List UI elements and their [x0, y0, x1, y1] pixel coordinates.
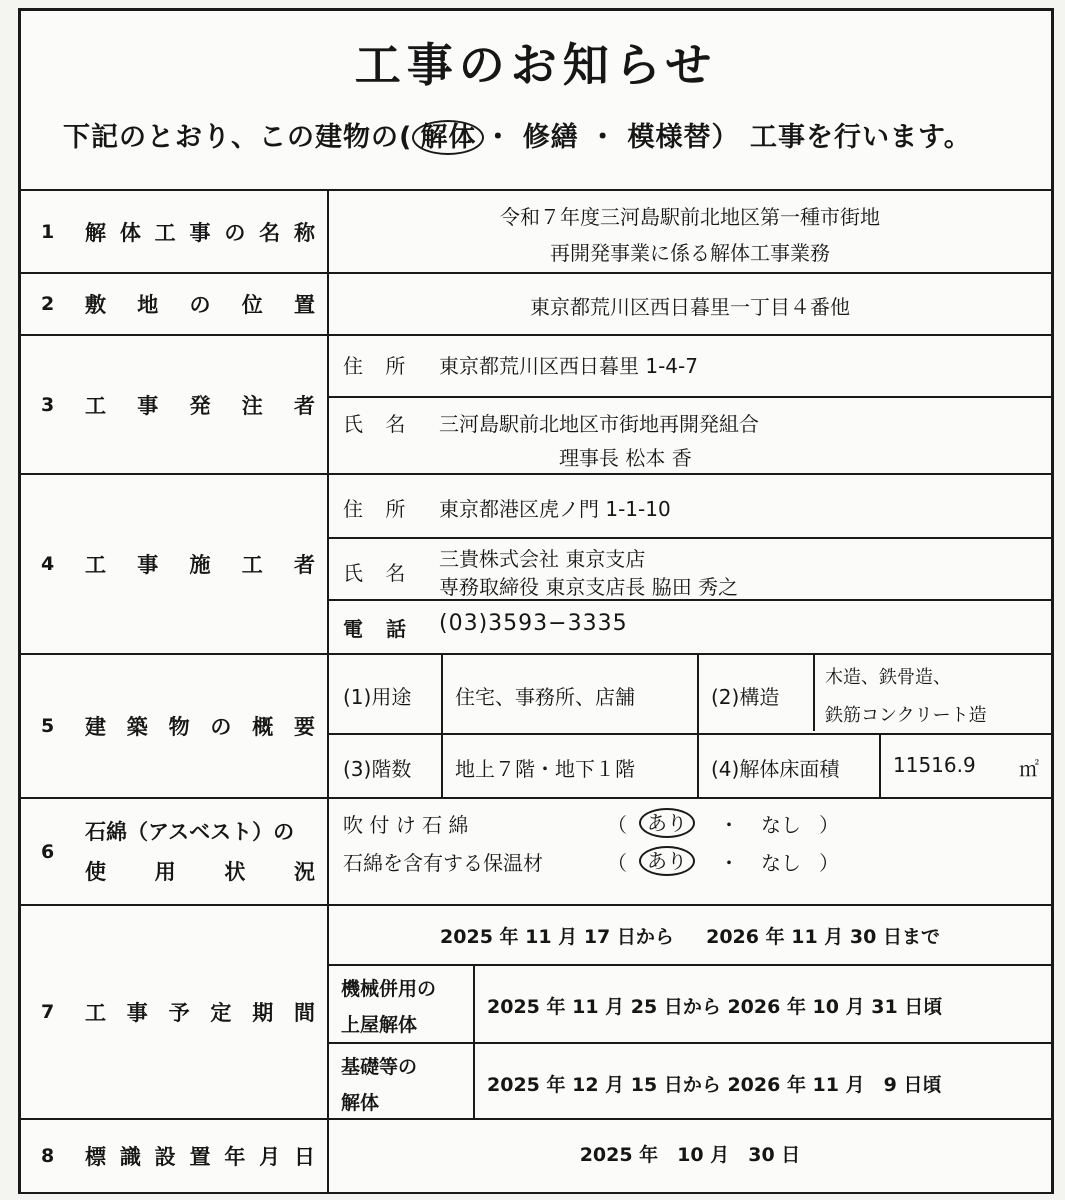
intro-after: 工事を行います。 — [739, 122, 972, 153]
divider — [329, 733, 1051, 735]
row-label: 工 事 施 工 者 — [85, 553, 315, 577]
sprayed-asbestos-label: 吹 付 け 石 綿 — [343, 813, 469, 837]
structure-line1: 木造、鉄骨造、 — [825, 667, 951, 688]
row-label: 建 築 物 の 概 要 — [85, 715, 315, 739]
divider — [329, 1042, 1051, 1044]
contractor-phone-label: 電 話 — [343, 617, 414, 641]
contractor-name-label: 氏 名 — [343, 561, 414, 585]
row6-value-cell — [329, 797, 1051, 904]
contractor-representative: 専務取締役 東京支店長 脇田 秀之 — [439, 575, 739, 599]
paren-open: （ — [607, 813, 627, 837]
divider — [813, 655, 815, 731]
row-number: 8 — [41, 1145, 55, 1167]
row3-label-cell — [21, 334, 329, 473]
divider — [473, 964, 475, 1118]
project-name-line1: 令和７年度三河島駅前北地区第一種市街地 — [500, 205, 880, 229]
asbestos-label-line2: 使 用 状 況 — [85, 859, 315, 884]
intro-rest: ・ 修繕 ・ 模様替） — [484, 122, 740, 153]
paren-close: ） — [819, 851, 839, 875]
sub1-label-line2: 上屋解体 — [341, 1014, 418, 1036]
orderer-representative: 理事長 松本 香 — [559, 446, 692, 470]
dot: ・ — [719, 851, 739, 875]
building-use: 住宅、事務所、店舗 — [455, 685, 635, 709]
row-label: 解 体 工 事 の 名 称 — [85, 220, 315, 245]
row4-label-cell — [21, 473, 329, 653]
row-number: 7 — [41, 1001, 55, 1023]
contractor-address: 東京都港区虎ノ門 1-1-10 — [439, 497, 671, 521]
row8-value-cell — [329, 1118, 1051, 1192]
project-name-line2: 再開発事業に係る解体工事業務 — [550, 241, 830, 265]
divider — [441, 655, 443, 797]
header — [21, 11, 1051, 189]
notice-title: 工事のお知らせ — [354, 38, 718, 92]
paren-open: （ — [607, 851, 627, 875]
intro-sentence — [63, 115, 972, 154]
row2-value-cell — [329, 272, 1051, 334]
row3-value-cell — [329, 334, 1051, 473]
notice-board — [18, 8, 1054, 1194]
row-number: 3 — [41, 393, 55, 416]
row2-label-cell — [21, 272, 329, 334]
row8-label-cell — [21, 1118, 329, 1192]
row1-label-cell — [21, 189, 329, 272]
contractor-address-label: 住 所 — [343, 497, 414, 521]
site-location: 東京都荒川区西日暮里一丁目４番他 — [530, 295, 850, 319]
row1-value-cell — [329, 189, 1051, 272]
row-label: 工 事 予 定 期 間 — [85, 1001, 315, 1025]
row7-label-cell — [21, 904, 329, 1118]
insulation-asbestos-yes: あり — [639, 845, 695, 874]
divider — [697, 655, 699, 797]
row4-value-cell — [329, 473, 1051, 653]
demolition-floor-area: 11516.9 — [893, 753, 976, 777]
row7-value-cell — [329, 904, 1051, 1118]
row5-value-cell — [329, 653, 1051, 797]
circled-demolition: 解体 — [412, 120, 484, 155]
orderer-name: 三河島駅前北地区市街地再開発組合 — [439, 412, 759, 436]
divider — [329, 599, 1051, 601]
contractor-phone: (03)3593−3335 — [439, 611, 628, 636]
row-number: 6 — [41, 840, 55, 863]
use-label: (1)用途 — [343, 685, 412, 709]
sign-installation-date: 2025 年 10 月 30 日 — [579, 1144, 801, 1166]
contractor-company: 三貴株式会社 東京支店 — [439, 547, 646, 571]
paren-close: ） — [819, 813, 839, 837]
intro-paren: ( — [399, 122, 413, 153]
row5-label-cell — [21, 653, 329, 797]
asbestos-label-line1: 石綿（アスベスト）の — [85, 819, 295, 844]
divider — [329, 396, 1051, 398]
sub2-label-line1: 基礎等の — [341, 1056, 418, 1078]
row-number: 5 — [41, 715, 55, 737]
row-label: 工 事 発 注 者 — [85, 393, 315, 418]
row-label: 標 識 設 置 年 月 日 — [85, 1145, 315, 1169]
structure-line2: 鉄筋コンクリート造 — [825, 705, 987, 726]
sub1-label-line1: 機械併用の — [341, 978, 437, 1000]
sub2-label-line2: 解体 — [341, 1092, 380, 1114]
divider — [329, 964, 1051, 966]
construction-period: 2025 年 11 月 17 日から 2026 年 11 月 30 日まで — [440, 926, 940, 948]
row-label — [85, 812, 315, 892]
details-table — [21, 189, 1051, 1192]
insulation-asbestos-no: なし — [761, 851, 801, 875]
foundation-demolition-period: 2025 年 12 月 15 日から 2026 年 11 月 9 日頃 — [487, 1074, 942, 1096]
sprayed-asbestos-no: なし — [761, 813, 801, 837]
intro-before: 下記のとおり、この建物の — [63, 122, 399, 153]
row6-label-cell — [21, 797, 329, 904]
sprayed-asbestos-yes: あり — [639, 807, 695, 836]
orderer-address: 東京都荒川区西日暮里 1-4-7 — [439, 354, 698, 378]
floors-label: (3)階数 — [343, 757, 412, 781]
divider — [879, 733, 881, 797]
row-number: 2 — [41, 293, 55, 315]
area-unit: ㎡ — [1019, 757, 1039, 781]
structure-label: (2)構造 — [711, 685, 780, 709]
divider — [329, 537, 1051, 539]
building-floors: 地上７階・地下１階 — [455, 757, 635, 781]
row-number: 1 — [41, 220, 55, 243]
row-number: 4 — [41, 553, 55, 575]
area-label: (4)解体床面積 — [711, 757, 840, 781]
orderer-name-label: 氏 名 — [343, 412, 414, 436]
row-label: 敷 地 の 位 置 — [85, 293, 315, 317]
insulation-asbestos-label: 石綿を含有する保温材 — [343, 851, 543, 875]
orderer-address-label: 住 所 — [343, 354, 414, 378]
dot: ・ — [719, 813, 739, 837]
superstructure-demolition-period: 2025 年 11 月 25 日から 2026 年 10 月 31 日頃 — [487, 996, 943, 1018]
